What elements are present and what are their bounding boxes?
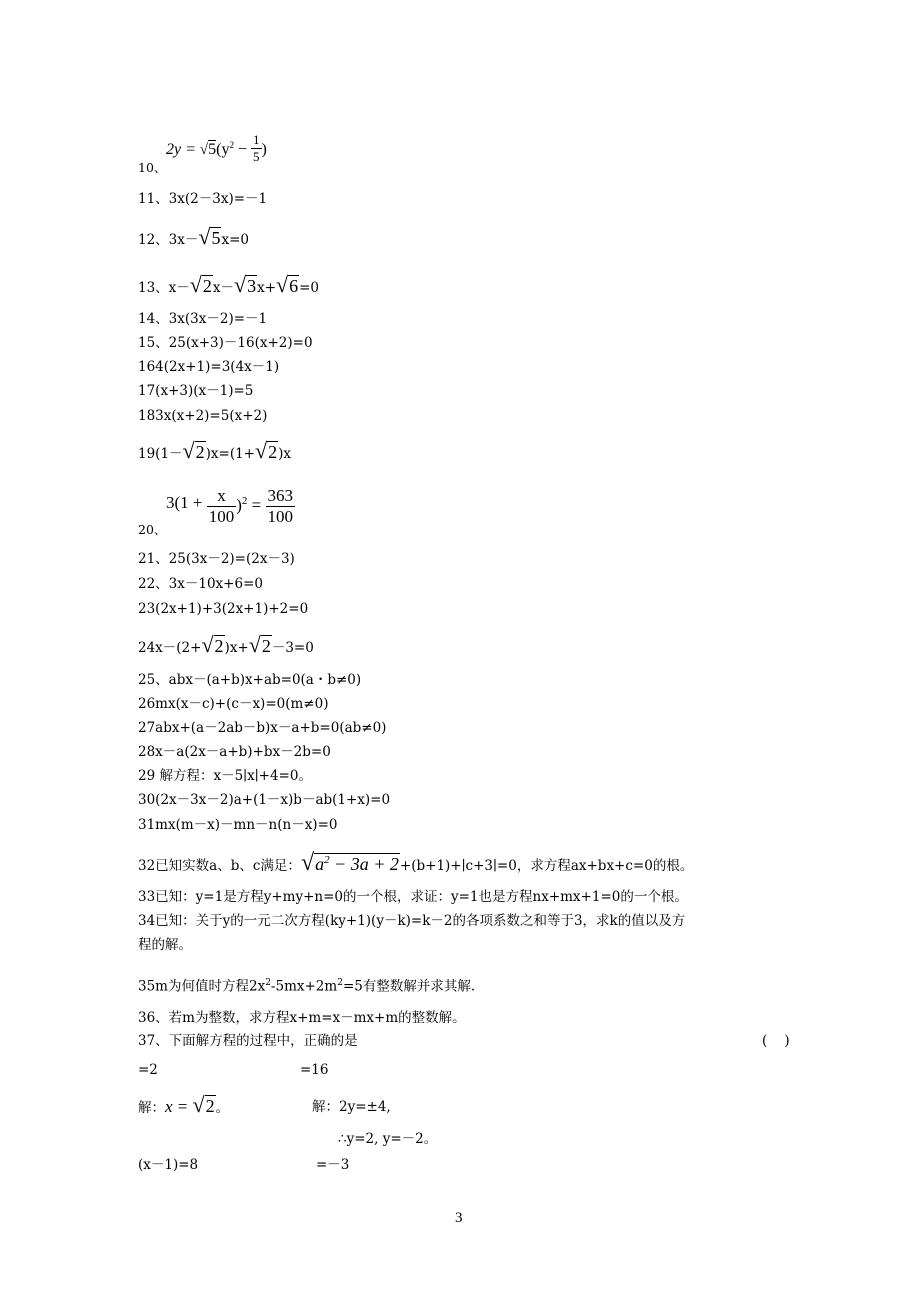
problem-20: [138, 484, 378, 540]
problem-32: 32已知实数a、b、c满足：$√a^2 - 3a$ + 2+(b+1)+∣c+3∣=0，求方程ax+bx+c=0的根。: [138, 850, 694, 876]
option-a-sol-rad: 2: [205, 1096, 215, 1116]
problem-28: 28x－a(2x－a+b)+bx－2b=0: [138, 744, 331, 760]
p35-mid: -5mx+2m: [270, 978, 338, 995]
problem-31: 31mx(m－x)－mn－n(n－x)=0: [138, 817, 338, 833]
problem-13: 13、x－√2x－√3x+√6=0: [138, 272, 319, 297]
option-a-sol-x: x =: [165, 1097, 193, 1116]
p20-b: ): [236, 495, 242, 515]
p35-pre: 35m为何值时方程2x: [138, 978, 266, 995]
p10-open: (y: [216, 141, 230, 159]
p32-pre: 32已知实数a、b、c满足：: [138, 858, 301, 874]
problem-10: [138, 128, 338, 176]
problem-12: 12、3x－√5x=0: [138, 224, 249, 249]
p13-pre: 13、x－: [138, 280, 190, 296]
p35-post: =5有整数解并求其解.: [342, 978, 476, 995]
problem-26: 26mx(x－c)+(c－x)=0(m≠0): [138, 696, 329, 712]
p13-r2: 3: [247, 276, 257, 296]
p20-rden: 100: [267, 507, 294, 526]
p24-r1: 2: [214, 636, 224, 656]
p19-r2: 2: [268, 442, 278, 462]
problem-20-equation: [166, 486, 295, 527]
problem-17: 17(x+3)(x－1)=5: [138, 383, 254, 399]
p20-rhs-fraction: [266, 486, 296, 527]
option-b-solution: 解：2y=±4,: [312, 1099, 391, 1115]
p13-r1: 2: [202, 276, 212, 296]
p12-post: x=0: [221, 232, 249, 248]
problem-33: 33已知：y=1是方程y+my+n=0的一个根，求证：y=1也是方程nx+mx+1=0的一个根。: [138, 889, 688, 905]
p20-fden: 100: [208, 507, 235, 526]
problem-34-line2: 程的解。: [138, 937, 192, 953]
option-b-equation: =16: [300, 1062, 329, 1078]
problem-22: 22、3x－10x+6=0: [138, 576, 263, 592]
problem-15: 15、25(x+3)－16(x+2)=0: [138, 335, 313, 351]
problem-35: [138, 974, 475, 996]
problem-20-number: 20、: [138, 522, 167, 537]
option-c-equation: (x－1)=8: [138, 1157, 199, 1173]
problem-21: 21、25(3x－2)=(2x－3): [138, 551, 295, 567]
option-b-solution-2: ∴y=2, y=－2。: [338, 1131, 438, 1147]
p32-rad-a: a: [315, 854, 325, 874]
p10-fraction: [251, 132, 262, 165]
p13-m2: x+: [257, 280, 277, 296]
problem-29: 29 解方程：x－5∣x∣+4=0。: [138, 768, 312, 784]
p20-eq: =: [247, 495, 266, 515]
p19-post: )x: [278, 446, 291, 462]
p32-radicand: [314, 853, 400, 874]
answer-paren: ( ): [762, 1033, 790, 1049]
p20-a: 3(1 +: [166, 493, 207, 513]
p19-r1: 2: [195, 442, 205, 462]
p20-fnum: x: [207, 486, 237, 507]
problem-34-line1: 34已知：关于y的一元二次方程(ky+1)(y－k)=k－2的各项系数之和等于3，求k的值以及方: [138, 913, 686, 929]
problem-11: 11、3x(2－3x)=－1: [138, 191, 268, 207]
problem-14: 14、3x(3x－2)=－1: [138, 311, 268, 327]
problem-37: 37、下面解方程的过程中，正确的是: [138, 1033, 358, 1049]
option-d-equation: =－3: [316, 1157, 350, 1173]
p10-fden: 5: [253, 149, 260, 164]
problem-24: 24x－(2+√2)x+√2－3=0: [138, 632, 314, 657]
p20-rnum: 363: [267, 486, 294, 505]
p32-rad-sq: 2: [324, 854, 330, 866]
p12-pre: 12、3x－: [138, 232, 199, 248]
p10-minus: −: [233, 141, 251, 159]
problem-30: 30(2x－3x－2)a+(1－x)b－ab(1+x)=0: [138, 792, 391, 808]
p10-close: ): [261, 141, 267, 159]
option-a-solution: 解：x = √2。: [138, 1092, 230, 1117]
problem-10-equation: $2y = √5(y^2$ − $\frac{1}{5}$ ): [166, 132, 267, 164]
p13-r3: 6: [289, 276, 299, 296]
p13-m1: x－: [212, 280, 234, 296]
p32-post: +(b+1)+∣c+3∣=0，求方程ax+bx+c=0的根。: [399, 858, 694, 874]
p35-s1: 2: [265, 978, 271, 988]
problem-19: 19(1－√2)x=(1+√2)x: [138, 438, 291, 463]
p10-fnum: 1: [253, 132, 260, 147]
problem-18: 183x(x+2)=5(x+2): [138, 408, 268, 424]
p20-sq: 2: [241, 494, 248, 507]
page-number: 3: [455, 1210, 463, 1226]
p10-sqrt: 5: [208, 141, 217, 159]
p24-pre: 24x－(2+: [138, 640, 202, 656]
p10-sq: 2: [229, 139, 234, 150]
p12-rad: 5: [211, 228, 221, 248]
p10-lhs: 2y =: [166, 141, 200, 159]
p32-rad-rest: − 3a + 2: [329, 854, 399, 874]
problem-23: 23(2x+1)+3(2x+1)+2=0: [138, 601, 309, 617]
p19-pre: 19(1－: [138, 446, 183, 462]
p13-post: =0: [299, 280, 319, 296]
problem-10-number: 10、: [138, 160, 167, 175]
p24-r2: 2: [261, 636, 271, 656]
option-a-sol-label: 解：: [138, 1100, 165, 1116]
p35-s2: 2: [337, 978, 343, 988]
problem-16: 164(2x+1)=3(4x－1): [138, 359, 280, 375]
p19-mid: )x=(1+: [205, 446, 255, 462]
p20-fraction: [207, 486, 237, 527]
option-a-sol-end: 。: [215, 1100, 230, 1116]
problem-36: 36、若m为整数，求方程x+m=x－mx+m的整数解。: [138, 1010, 466, 1026]
p24-post: －3=0: [271, 640, 314, 656]
p24-mid: )x+: [224, 640, 249, 656]
problem-25: 25、abx－(a+b)x+ab=0(a・b≠0): [138, 672, 362, 688]
option-a-equation: =2: [138, 1062, 158, 1078]
problem-27: 27abx+(a－2ab－b)x－a+b=0(ab≠0): [138, 720, 387, 736]
